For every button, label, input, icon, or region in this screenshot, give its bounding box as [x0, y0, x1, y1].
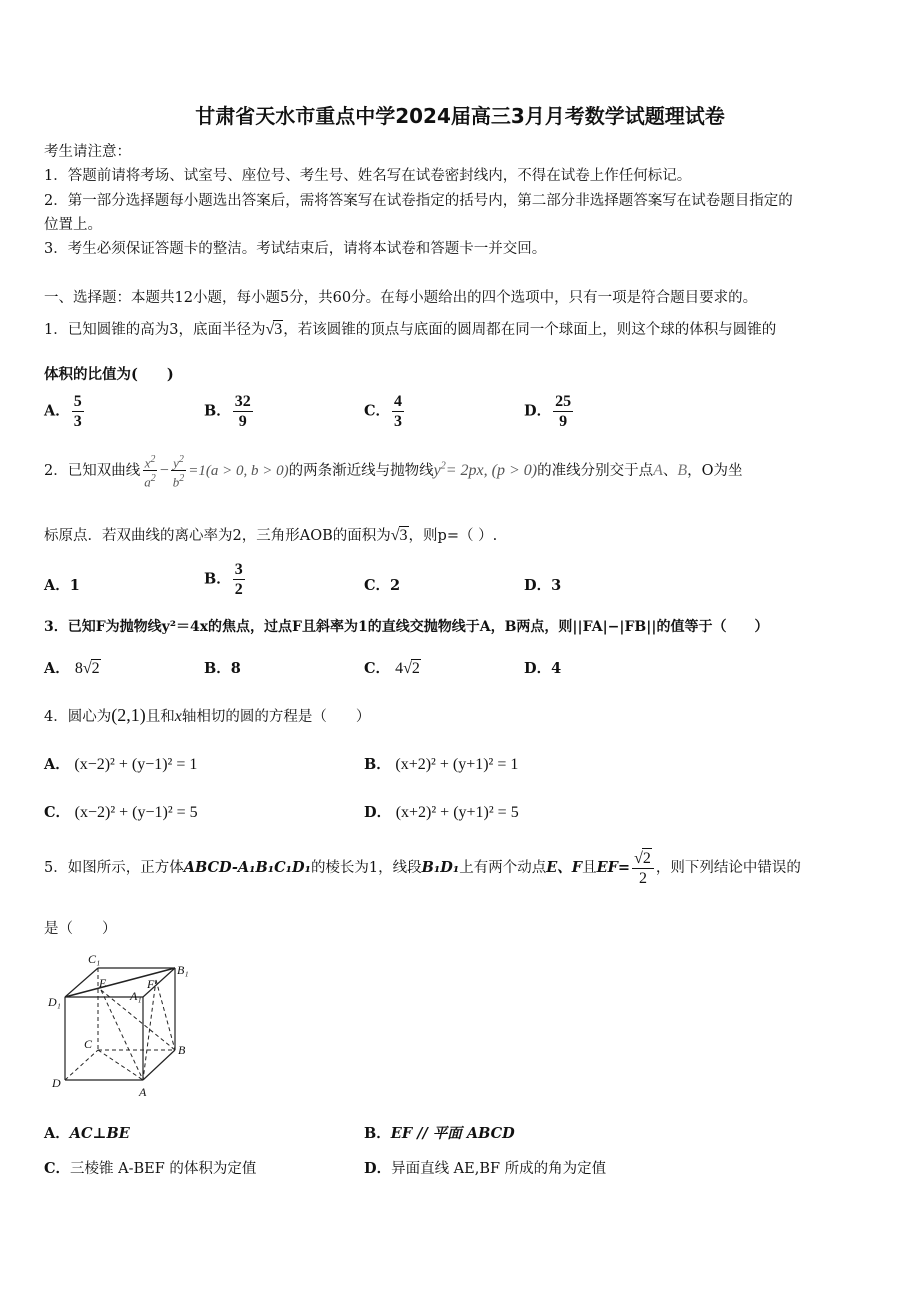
q1-text: 1．已知圆锥的高为3，底面半径为	[44, 322, 266, 338]
option-b: B． (x+2)² + (y+1)² = 1	[364, 756, 519, 773]
label-d: D	[52, 1076, 61, 1090]
diag-ca	[98, 1050, 143, 1080]
label-b: B	[178, 1043, 186, 1057]
option-c: C．三棱锥 A-BEF 的体积为定值	[44, 1160, 257, 1177]
label-c: C	[84, 1037, 93, 1051]
label-d1: D₁	[48, 995, 61, 1009]
question-2: 2．已知双曲线 $\frac{x^2}{a^2}$ − $\frac{y^2}{b^2}$ =1(a > 0, b > 0)的两条渐近线与抛物线$y^2= 2px$, (p > 0)的准线分别交于点A、B，O为坐	[44, 454, 743, 490]
q1-line2: 体积的比值为( )	[44, 366, 174, 383]
q1-text: ，若该圆锥的顶点与底面的圆周都在同一个球面上，则这个球的体积与圆锥的	[283, 322, 777, 338]
notice-item: 2．第一部分选择题每小题选出答案后，需将答案写在试卷指定的括号内，第二部分非选择题答案写在试卷题目指定的	[44, 193, 793, 209]
line-fb	[156, 980, 175, 1050]
question-3: 3．已知F为抛物线y²＝4x的焦点，过点F且斜率为1的直线交抛物线于A，B两点，则||FA|−|FB||的值等于（ ）	[44, 619, 769, 635]
option-a: A．1	[44, 577, 80, 594]
option-c: C． (x−2)² + (y−1)² = 5	[44, 804, 198, 821]
label-a: A	[139, 1085, 147, 1099]
edge-ab	[143, 1050, 175, 1080]
sqrt-symbol: √3	[265, 321, 283, 338]
option-c: C． 4√2	[364, 660, 420, 677]
option-d: D． (x+2)² + (y+1)² = 5	[364, 804, 519, 821]
option-d: D． $\frac{25}{9}$	[524, 393, 572, 430]
label-c1: C₁	[88, 952, 101, 966]
question-4: 4．圆心为(2,1)且和x轴相切的圆的方程是（ ）	[44, 705, 371, 725]
option-d: D．4	[524, 660, 562, 677]
section-heading: 一、选择题：本题共12小题，每小题5分，共60分。在每小题给出的四个选项中，只有一项是符合题目要求的。	[44, 290, 758, 306]
label-e: E	[99, 976, 107, 990]
question-5: 5．如图所示，正方体ABCD-A₁B₁C₁D₁的棱长为1，线段B₁D₁上有两个动点E、F且EF= $\frac{√2}{2}$ ，则下列结论中错误的	[44, 850, 801, 887]
option-b: B． $\frac{3}{2}$	[204, 561, 243, 598]
option-a: A． $\frac{5}{3}$	[44, 393, 82, 430]
q2-line2: 标原点．若双曲线的离心率为2，三角形AOB的面积为√3，则p=（ ）.	[44, 527, 498, 544]
option-a: A． (x−2)² + (y−1)² = 1	[44, 756, 198, 773]
cube-figure	[44, 950, 204, 1100]
label-a1: A₁	[130, 989, 142, 1003]
option-a: A．AC⊥BE	[44, 1125, 130, 1142]
option-d: D．异面直线 AE,BF 所成的角为定值	[364, 1160, 607, 1177]
notice-item: 3．考生必须保证答题卡的整洁。考试结束后，请将本试卷和答题卡一并交回。	[44, 241, 547, 257]
label-b1: B₁	[177, 963, 189, 977]
notice-item: 位置上。	[44, 217, 102, 233]
label-f: F	[147, 977, 155, 991]
radicand: 3	[274, 321, 283, 338]
notice-item: 1．答题前请将考场、试室号、座位号、考生号、姓名写在试卷密封线内，不得在试卷上作任何标记。	[44, 168, 692, 184]
edge-dc	[65, 1050, 98, 1080]
option-b: B．8	[204, 660, 241, 677]
question-1	[44, 318, 776, 339]
option-c: C．2	[364, 577, 401, 594]
page-title: 甘肃省天水市重点中学2024届高三3月月考数学试题理试卷	[195, 104, 725, 128]
option-b: B．EF // 平面 ABCD	[364, 1125, 515, 1142]
notice-heading: 考生请注意：	[44, 144, 131, 160]
option-c: C． $\frac{4}{3}$	[364, 393, 403, 430]
option-a: A． 8√2	[44, 660, 100, 677]
option-d: D．3	[524, 577, 562, 594]
option-b: B． $\frac{32}{9}$	[204, 393, 251, 430]
q5-line2: 是（ ）	[44, 921, 117, 937]
